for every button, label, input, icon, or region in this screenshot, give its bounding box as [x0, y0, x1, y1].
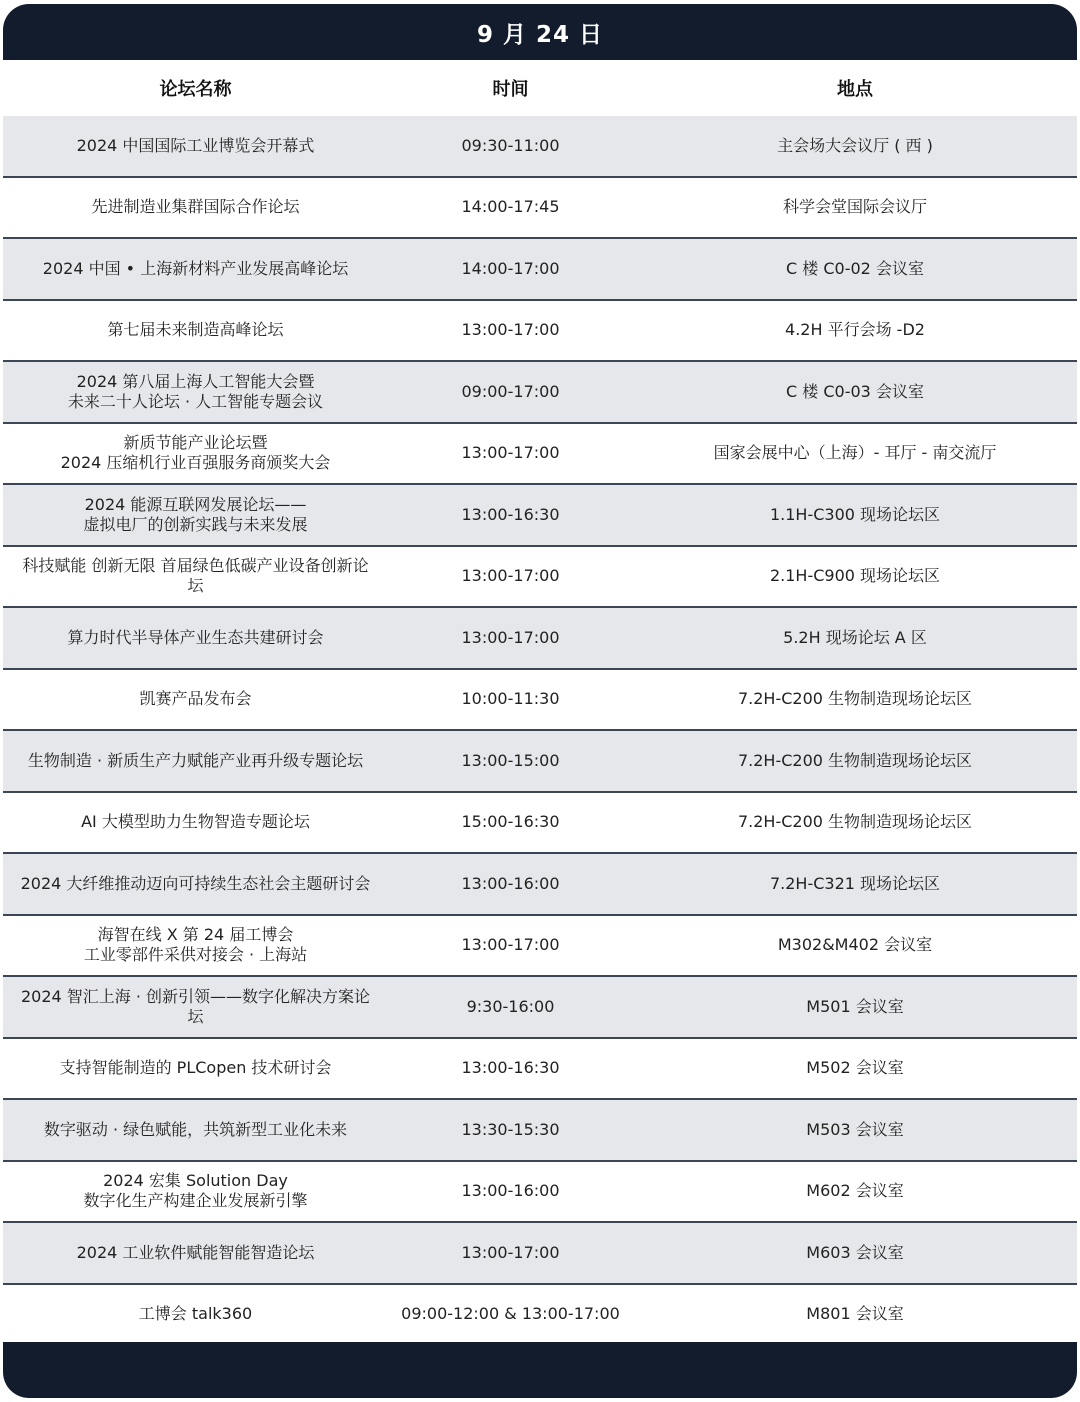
table-row: [3, 916, 1077, 978]
table-row: [3, 424, 1077, 486]
forum-name-cell: 新质节能产业论坛暨 2024 压缩机行业百强服务商颁奖大会: [60, 433, 331, 473]
table-row: [3, 301, 1077, 363]
time-cell: 14:00-17:00: [461, 258, 560, 278]
location-cell: 5.2H 现场论坛 A 区: [783, 627, 927, 647]
time-cell: 14:00-17:45: [461, 197, 560, 217]
location-cell: 2.1H-C900 现场论坛区: [769, 566, 941, 586]
time-cell: 13:00-16:30: [461, 504, 560, 524]
forum-name-cell: 2024 大纤维推动迈向可持续生态社会主题研讨会: [20, 873, 371, 893]
location-cell: M602 会议室: [806, 1181, 904, 1201]
header-time: 时间: [492, 79, 529, 100]
location-cell: C 楼 C0-03 会议室: [786, 381, 924, 401]
table-row: [3, 239, 1077, 301]
time-cell: 13:00-17:00: [461, 566, 560, 586]
forum-name-cell: 数字驱动 · 绿色赋能，共筑新型工业化未来: [43, 1119, 348, 1139]
table-row: [3, 547, 1077, 609]
forum-name-cell: 海智在线 X 第 24 届工博会 工业零部件采供对接会 · 上海站: [83, 925, 308, 965]
forum-name-cell: 2024 宏集 Solution Day 数字化生产构建企业发展新引擎: [83, 1171, 308, 1211]
location-cell: 7.2H-C200 生物制造现场论坛区: [737, 750, 973, 770]
table-row: [3, 362, 1077, 424]
time-cell: 13:00-17:00: [461, 627, 560, 647]
forum-name-cell: 先进制造业集群国际合作论坛: [91, 197, 300, 217]
table-row: [3, 793, 1077, 855]
location-cell: M501 会议室: [806, 996, 904, 1016]
forum-name-cell: 工博会 talk360: [138, 1304, 253, 1324]
forum-name-cell: 生物制造 · 新质生产力赋能产业再升级专题论坛: [27, 750, 364, 770]
table-row: [3, 1100, 1077, 1162]
table-row: [3, 608, 1077, 670]
time-cell: 09:00-12:00 & 13:00-17:00: [401, 1304, 620, 1324]
location-cell: M502 会议室: [806, 1058, 904, 1078]
date-title-bar: [3, 4, 1077, 60]
location-cell: 国家会展中心（上海）- 耳厅 - 南交流厅: [713, 443, 997, 463]
time-cell: 09:00-17:00: [461, 381, 560, 401]
location-cell: 7.2H-C200 生物制造现场论坛区: [737, 812, 973, 832]
schedule-table-body: [3, 116, 1077, 1346]
table-row: [3, 977, 1077, 1039]
table-row: [3, 485, 1077, 547]
table-header: [3, 60, 1077, 116]
header-forum-name: 论坛名称: [159, 79, 232, 100]
table-row: [3, 1285, 1077, 1347]
time-cell: 13:00-17:00: [461, 935, 560, 955]
time-cell: 9:30-16:00: [466, 996, 555, 1016]
forum-name-cell: 算力时代半导体产业生态共建研讨会: [67, 627, 324, 647]
location-cell: M503 会议室: [806, 1119, 904, 1139]
forum-name-cell: 支持智能制造的 PLCopen 技术研讨会: [59, 1058, 332, 1078]
header-location: 地点: [837, 79, 873, 100]
forum-name-cell: 2024 智汇上海 · 创新引领——数字化解决方案论 坛: [20, 986, 371, 1026]
location-cell: 主会场大会议厅 ( 西 ): [777, 135, 933, 155]
location-cell: M801 会议室: [806, 1304, 904, 1324]
time-cell: 15:00-16:30: [461, 812, 560, 832]
forum-name-cell: 2024 能源互联网发展论坛—— 虚拟电厂的创新实践与未来发展: [83, 494, 308, 534]
forum-name-cell: AI 大模型助力生物智造专题论坛: [81, 812, 310, 832]
location-cell: C 楼 C0-02 会议室: [786, 258, 924, 278]
time-cell: 13:00-16:00: [461, 873, 560, 893]
time-cell: 13:00-17:00: [461, 1242, 560, 1262]
forum-name-cell: 2024 中国国际工业博览会开幕式: [76, 135, 315, 155]
forum-name-cell: 2024 中国 • 上海新材料产业发展高峰论坛: [42, 258, 349, 278]
time-cell: 13:00-16:30: [461, 1058, 560, 1078]
table-row: [3, 854, 1077, 916]
forum-name-cell: 2024 工业软件赋能智能智造论坛: [76, 1242, 315, 1262]
forum-name-cell: 2024 第八届上海人工智能大会暨 未来二十人论坛 · 人工智能专题会议: [67, 371, 324, 411]
location-cell: 7.2H-C200 生物制造现场论坛区: [737, 689, 973, 709]
table-row: [3, 670, 1077, 732]
schedule-sheet: [3, 4, 1077, 1398]
forum-name-cell: 第七届未来制造高峰论坛: [107, 320, 284, 340]
location-cell: M302&M402 会议室: [777, 935, 933, 955]
time-cell: 10:00-11:30: [461, 689, 560, 709]
location-cell: 4.2H 平行会场 -D2: [785, 320, 925, 340]
location-cell: M603 会议室: [806, 1242, 904, 1262]
location-cell: 1.1H-C300 现场论坛区: [769, 504, 941, 524]
table-row: [3, 178, 1077, 240]
location-cell: 7.2H-C321 现场论坛区: [769, 873, 941, 893]
time-cell: 13:30-15:30: [461, 1119, 560, 1139]
table-row: [3, 1039, 1077, 1101]
time-cell: 13:00-17:00: [461, 320, 560, 340]
forum-name-cell: 科技赋能 创新无限 首届绿色低碳产业设备创新论 坛: [22, 556, 369, 596]
date-title: 9 月 24 日: [476, 21, 604, 48]
table-row: [3, 731, 1077, 793]
table-row: [3, 1162, 1077, 1224]
location-cell: 科学会堂国际会议厅: [782, 197, 927, 217]
time-cell: 13:00-17:00: [461, 443, 560, 463]
time-cell: 13:00-16:00: [461, 1181, 560, 1201]
footer-bar: [3, 1342, 1077, 1398]
time-cell: 13:00-15:00: [461, 750, 560, 770]
table-row: [3, 116, 1077, 178]
forum-name-cell: 凯赛产品发布会: [139, 689, 252, 709]
time-cell: 09:30-11:00: [461, 135, 560, 155]
table-row: [3, 1223, 1077, 1285]
